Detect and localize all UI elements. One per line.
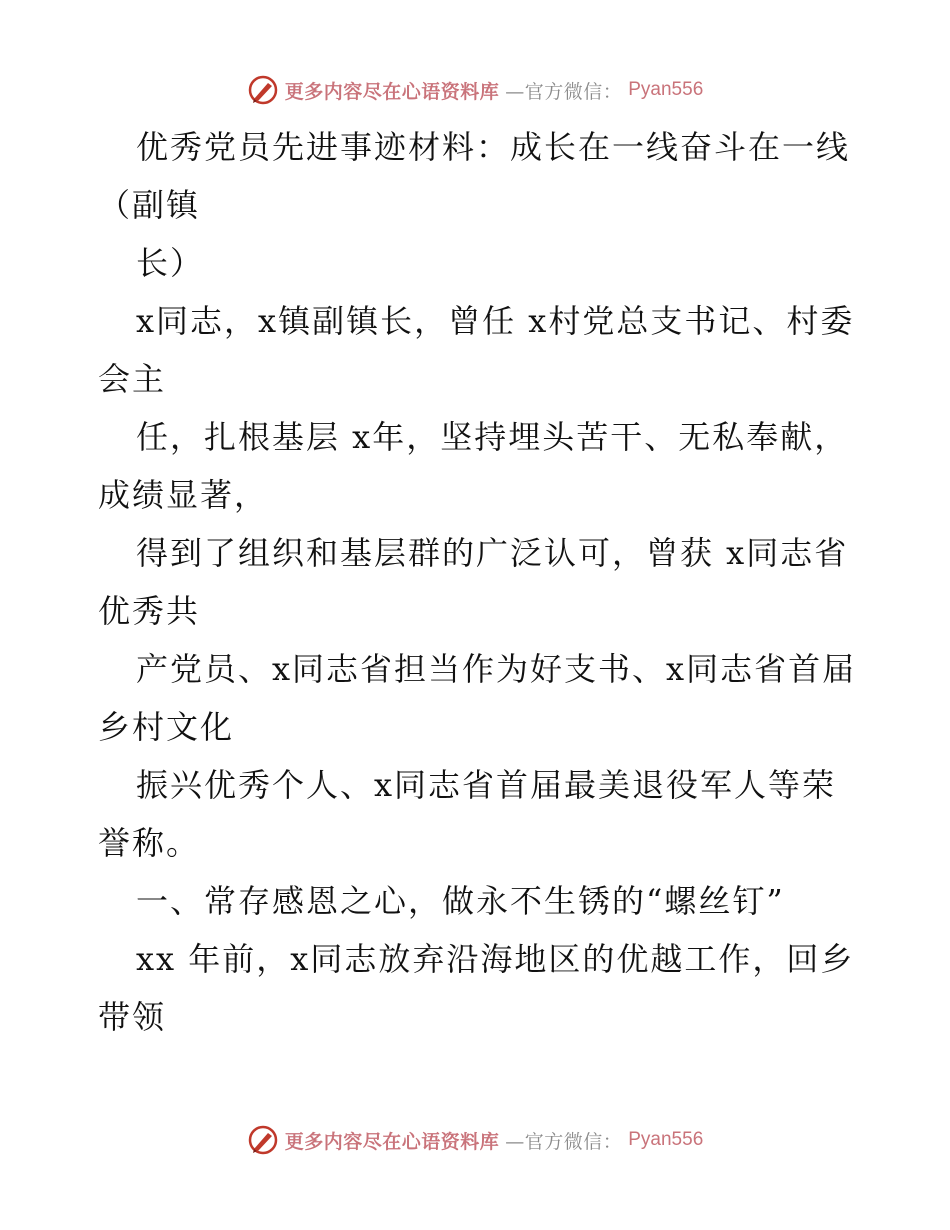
paragraph: 得到了组织和基层群的广泛认可，曾获 x同志省优秀共 <box>98 534 849 630</box>
watermark-separator: —官方微信： <box>505 80 623 103</box>
watermark-brand: 更多内容尽在心语资料库 <box>284 1130 500 1153</box>
watermark-brand: 更多内容尽在心语资料库 <box>284 80 500 103</box>
document-body <box>98 118 858 1046</box>
paragraph: 振兴优秀个人、x同志省首届最美退役军人等荣誉称。 <box>98 766 837 862</box>
pen-logo-icon <box>247 74 279 106</box>
pen-logo-icon <box>247 1124 279 1156</box>
paragraph: 长） <box>136 244 205 282</box>
header-watermark <box>0 70 950 110</box>
paragraph: 一、常存感恩之心，做永不生锈的“螺丝钉” <box>136 882 785 920</box>
paragraph: xx 年前，x同志放弃沿海地区的优越工作，回乡带领 <box>98 940 855 1036</box>
paragraph: 产党员、x同志省担当作为好支书、x同志省首届乡村文化 <box>98 650 857 746</box>
paragraph: 任，扎根基层 x年，坚持埋头苦干、无私奉献，成绩显著， <box>98 418 849 514</box>
watermark-account-id: Pyan556 <box>628 1129 704 1150</box>
footer-watermark <box>0 1120 950 1160</box>
paragraph: x同志，x镇副镇长，曾任 x村党总支书记、村委会主 <box>98 302 855 398</box>
watermark-account-id: Pyan556 <box>628 79 704 100</box>
paragraph: 优秀党员先进事迹材料：成长在一线奋斗在一线（副镇 <box>98 128 851 224</box>
watermark-separator: —官方微信： <box>505 1130 623 1153</box>
